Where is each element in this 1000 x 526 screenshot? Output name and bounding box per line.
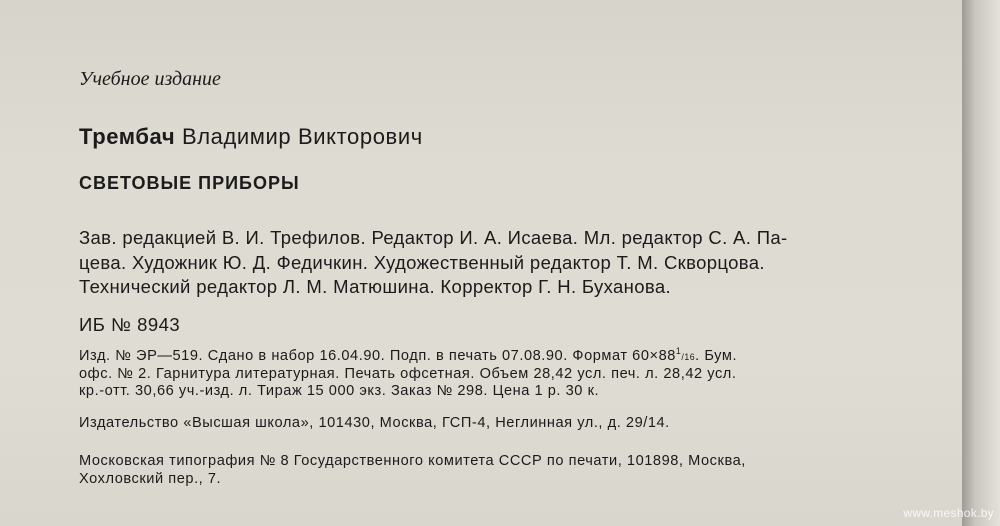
format-fraction-denominator: /16: [681, 352, 696, 362]
print-line1-end: . Бум.: [695, 348, 738, 364]
author-given-names: Владимир Викторович: [181, 124, 423, 149]
format-fraction-numerator: 1: [675, 346, 682, 357]
staff-line: Зав. редакцией В. И. Трефилов. Редактор И. А. Исаева. Мл. редактор С. А. Па-: [79, 227, 788, 248]
print-line1-start: Изд. № ЭР—519. Сдано в набор 16.04.90. Подп. в печать 07.08.90. Формат 60×88: [79, 348, 676, 364]
publisher-info: Издательство «Высшая школа», 101430, Москва, ГСП-4, Неглинная ул., д. 29/14.: [79, 415, 670, 431]
print-details: [79, 348, 959, 401]
page-gutter: [962, 0, 1000, 526]
author-name: [79, 124, 423, 150]
typography-line: Хохловский пер., 7.: [79, 471, 222, 487]
author-surname: Трембач: [79, 124, 176, 149]
print-line: [79, 348, 959, 366]
book-title: СВЕТОВЫЕ ПРИБОРЫ: [79, 173, 300, 193]
typography-info: [79, 452, 959, 488]
typography-line: Московская типография № 8 Государственного комитета СССР по печати, 101898, Москва,: [79, 453, 746, 469]
ib-number: ИБ № 8943: [79, 314, 181, 335]
staff-line: Технический редактор Л. М. Матюшина. Корректор Г. Н. Буханова.: [79, 276, 671, 297]
editorial-staff: [79, 226, 959, 300]
edition-type: Учебное издание: [79, 68, 221, 90]
site-watermark: www.meshok.by: [903, 506, 994, 520]
print-line: кр.-отт. 30,66 уч.-изд. л. Тираж 15 000 экз. Заказ № 298. Цена 1 р. 30 к.: [79, 383, 600, 399]
print-line: офс. № 2. Гарнитура литературная. Печать офсетная. Объем 28,42 усл. печ. л. 28,42 усл.: [79, 365, 737, 382]
staff-line: цева. Художник Ю. Д. Федичкин. Художественный редактор Т. М. Скворцова.: [79, 251, 765, 273]
